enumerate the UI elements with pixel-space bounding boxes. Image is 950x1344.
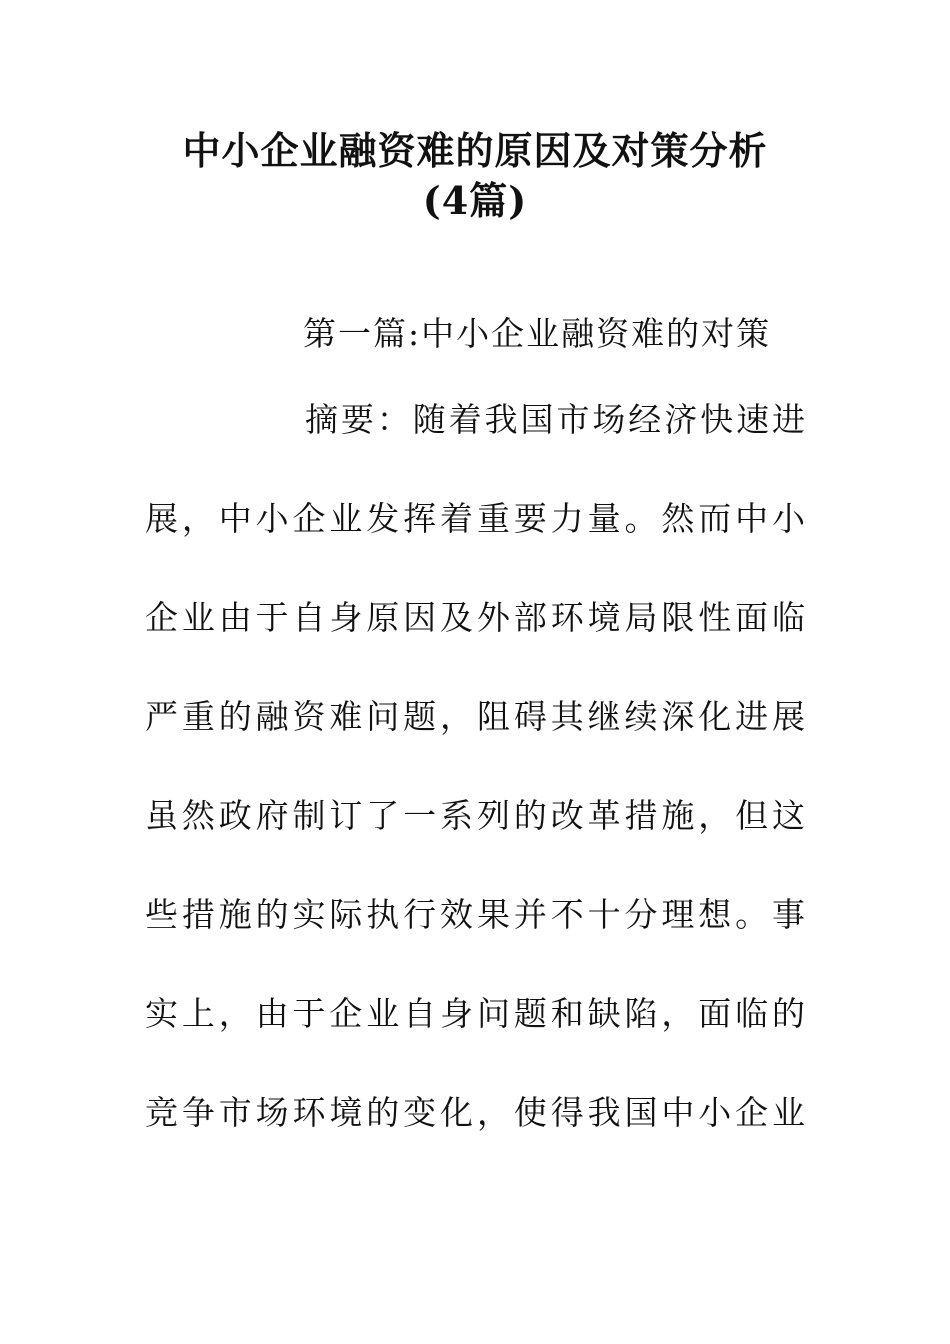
body-line: 摘要：随着我国市场经济快速进 <box>305 400 805 439</box>
body-line: 企业由于自身原因及外部环境局限性面临 <box>145 598 805 637</box>
body-line: 些措施的实际执行效果并不十分理想。事 <box>145 895 805 934</box>
body-line: 虽然政府制订了一系列的改革措施，但这 <box>145 796 805 835</box>
body-line: 展，中小企业发挥着重要力量。然而中小 <box>145 499 805 538</box>
section-heading: 第一篇:中小企业融资难的对策 <box>303 314 772 353</box>
document-title-line-2: (4篇) <box>422 178 528 223</box>
body-line: 竞争市场环境的变化，使得我国中小企业 <box>145 1093 805 1132</box>
body-line: 严重的融资难问题，阻碍其继续深化进展 <box>145 697 805 736</box>
body-line: 实上，由于企业自身问题和缺陷，面临的 <box>145 994 805 1033</box>
document-title-line-1: 中小企业融资难的原因及对策分析 <box>182 128 768 173</box>
